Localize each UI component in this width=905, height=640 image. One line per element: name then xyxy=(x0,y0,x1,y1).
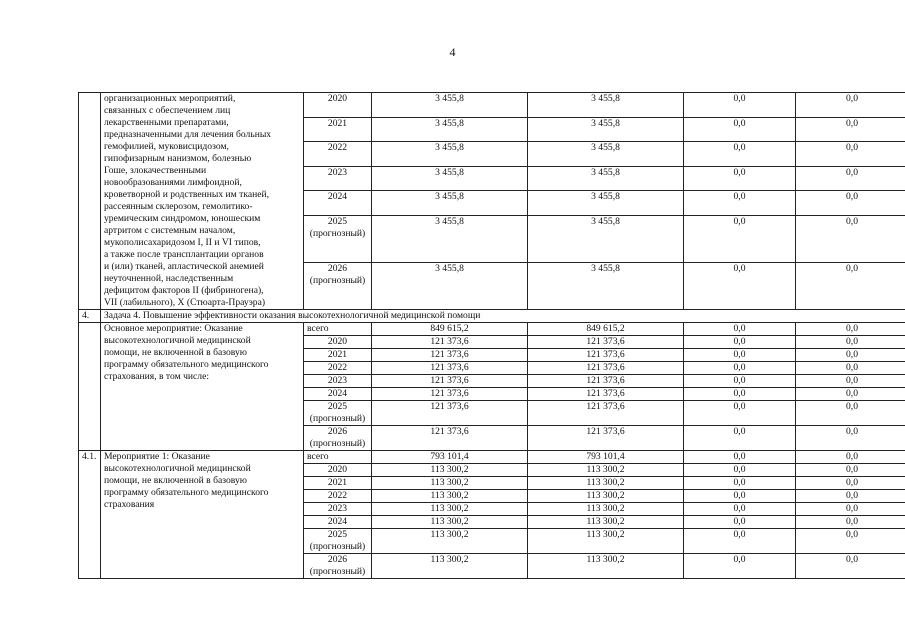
year-cell: 2022 xyxy=(304,362,372,375)
value-cell-3: 0,0 xyxy=(684,375,796,388)
value-cell-3: 0,0 xyxy=(684,529,796,554)
value-cell-3: 0,0 xyxy=(684,464,796,477)
value-cell-3: 0,0 xyxy=(684,490,796,503)
value-cell-3: 0,0 xyxy=(684,262,796,309)
value-cell-1: 113 300,2 xyxy=(372,529,528,554)
value-cell-2: 3 455,8 xyxy=(528,262,684,309)
budget-table-body xyxy=(79,93,905,579)
value-cell-1: 113 300,2 xyxy=(372,503,528,516)
value-cell-1: 3 455,8 xyxy=(372,262,528,309)
value-cell-2: 121 373,6 xyxy=(528,401,684,426)
value-cell-4: 0,0 xyxy=(796,191,905,216)
value-cell-1: 121 373,6 xyxy=(372,362,528,375)
value-cell-4: 0,0 xyxy=(796,426,905,451)
value-cell-1: 121 373,6 xyxy=(372,349,528,362)
value-cell-2: 113 300,2 xyxy=(528,529,684,554)
table-row xyxy=(79,93,905,118)
description-cell: Основное мероприятие: Оказание высокотехнологичной медицинской помощи, не включенной в базовую программу обязательного медицинского страхования, в том числе: xyxy=(101,323,304,451)
value-cell-1: 793 101,4 xyxy=(372,451,528,464)
value-cell-3: 0,0 xyxy=(684,388,796,401)
year-cell: 2020 xyxy=(304,93,372,118)
value-cell-2: 113 300,2 xyxy=(528,554,684,579)
value-cell-1: 3 455,8 xyxy=(372,142,528,167)
year-cell: 2024 xyxy=(304,516,372,529)
value-cell-3: 0,0 xyxy=(684,554,796,579)
description-cell: организационных мероприятий, связанных с обеспечением лиц лекарственными препаратами, предназначенными для лечения больных гемофилией, муковисцидозом, гипофизарным нанизмом, болезнью Гоше, злокачественными новообразованиями лимфоидной, кроветворной и родственных им тканей, рассеянным склерозом, гемолитико- уремическим синдромом, юношеским артритом с системным началом, мукополисахаридозом I, II и VI типов, а также после трансплантации органов и (или) тканей, апластической анемией неуточненной, наследственным дефицитом факторов II (фибриногена), VII (лабильного), X (Стюарта-Прауэра) xyxy=(101,93,304,310)
task-row xyxy=(79,310,905,323)
value-cell-1: 3 455,8 xyxy=(372,93,528,118)
description-cell: Мероприятие 1: Оказание высокотехнологичной медицинской помощи, не включенной в базовую программу обязательного медицинского страхования xyxy=(101,451,304,579)
value-cell-4: 0,0 xyxy=(796,323,905,336)
value-cell-4: 0,0 xyxy=(796,554,905,579)
value-cell-4: 0,0 xyxy=(796,362,905,375)
value-cell-2: 3 455,8 xyxy=(528,215,684,262)
value-cell-1: 121 373,6 xyxy=(372,336,528,349)
year-cell: 2026 (прогнозный) xyxy=(304,426,372,451)
value-cell-3: 0,0 xyxy=(684,503,796,516)
value-cell-1: 113 300,2 xyxy=(372,477,528,490)
budget-table xyxy=(78,92,905,579)
value-cell-3: 0,0 xyxy=(684,166,796,191)
value-cell-3: 0,0 xyxy=(684,336,796,349)
year-cell: всего xyxy=(304,323,372,336)
value-cell-2: 113 300,2 xyxy=(528,477,684,490)
value-cell-4: 0,0 xyxy=(796,490,905,503)
value-cell-2: 113 300,2 xyxy=(528,490,684,503)
value-cell-2: 121 373,6 xyxy=(528,362,684,375)
year-cell: 2022 xyxy=(304,142,372,167)
year-cell: 2026 (прогнозный) xyxy=(304,554,372,579)
value-cell-3: 0,0 xyxy=(684,349,796,362)
value-cell-2: 121 373,6 xyxy=(528,349,684,362)
year-cell: всего xyxy=(304,451,372,464)
year-cell: 2023 xyxy=(304,503,372,516)
value-cell-1: 121 373,6 xyxy=(372,388,528,401)
year-cell: 2024 xyxy=(304,388,372,401)
value-cell-3: 0,0 xyxy=(684,142,796,167)
value-cell-4: 0,0 xyxy=(796,375,905,388)
year-cell: 2023 xyxy=(304,166,372,191)
row-number-cell xyxy=(79,323,101,451)
row-number-cell: 4.1. xyxy=(79,451,101,579)
year-cell: 2025 (прогнозный) xyxy=(304,215,372,262)
year-cell: 2021 xyxy=(304,117,372,142)
value-cell-4: 0,0 xyxy=(796,388,905,401)
value-cell-1: 3 455,8 xyxy=(372,191,528,216)
year-cell: 2020 xyxy=(304,464,372,477)
value-cell-3: 0,0 xyxy=(684,93,796,118)
year-cell: 2025 (прогнозный) xyxy=(304,401,372,426)
value-cell-4: 0,0 xyxy=(796,336,905,349)
year-cell: 2025 (прогнозный) xyxy=(304,529,372,554)
value-cell-2: 121 373,6 xyxy=(528,375,684,388)
value-cell-4: 0,0 xyxy=(796,529,905,554)
value-cell-1: 113 300,2 xyxy=(372,464,528,477)
value-cell-1: 3 455,8 xyxy=(372,215,528,262)
value-cell-2: 3 455,8 xyxy=(528,142,684,167)
value-cell-4: 0,0 xyxy=(796,477,905,490)
value-cell-2: 849 615,2 xyxy=(528,323,684,336)
value-cell-3: 0,0 xyxy=(684,426,796,451)
task-number-cell: 4. xyxy=(79,310,101,323)
value-cell-4: 0,0 xyxy=(796,516,905,529)
year-cell: 2023 xyxy=(304,375,372,388)
value-cell-2: 3 455,8 xyxy=(528,191,684,216)
value-cell-2: 793 101,4 xyxy=(528,451,684,464)
value-cell-3: 0,0 xyxy=(684,516,796,529)
value-cell-1: 113 300,2 xyxy=(372,516,528,529)
value-cell-1: 121 373,6 xyxy=(372,401,528,426)
year-cell: 2021 xyxy=(304,477,372,490)
value-cell-2: 3 455,8 xyxy=(528,117,684,142)
value-cell-4: 0,0 xyxy=(796,142,905,167)
value-cell-2: 121 373,6 xyxy=(528,336,684,349)
value-cell-2: 3 455,8 xyxy=(528,93,684,118)
value-cell-2: 113 300,2 xyxy=(528,516,684,529)
value-cell-2: 113 300,2 xyxy=(528,464,684,477)
year-cell: 2026 (прогнозный) xyxy=(304,262,372,309)
value-cell-3: 0,0 xyxy=(684,362,796,375)
year-cell: 2024 xyxy=(304,191,372,216)
value-cell-4: 0,0 xyxy=(796,451,905,464)
value-cell-2: 3 455,8 xyxy=(528,166,684,191)
value-cell-2: 121 373,6 xyxy=(528,388,684,401)
value-cell-4: 0,0 xyxy=(796,401,905,426)
value-cell-1: 113 300,2 xyxy=(372,490,528,503)
value-cell-4: 0,0 xyxy=(796,503,905,516)
value-cell-2: 113 300,2 xyxy=(528,503,684,516)
value-cell-4: 0,0 xyxy=(796,93,905,118)
table-row xyxy=(79,323,905,336)
value-cell-3: 0,0 xyxy=(684,215,796,262)
year-cell: 2020 xyxy=(304,336,372,349)
value-cell-4: 0,0 xyxy=(796,464,905,477)
year-cell: 2021 xyxy=(304,349,372,362)
value-cell-3: 0,0 xyxy=(684,191,796,216)
value-cell-1: 3 455,8 xyxy=(372,166,528,191)
value-cell-4: 0,0 xyxy=(796,166,905,191)
value-cell-3: 0,0 xyxy=(684,323,796,336)
task-title-cell: Задача 4. Повышение эффективности оказания высокотехнологичной медицинской помощи xyxy=(101,310,905,323)
page-number: 4 xyxy=(449,45,456,59)
value-cell-4: 0,0 xyxy=(796,349,905,362)
table-row xyxy=(79,451,905,464)
value-cell-1: 121 373,6 xyxy=(372,375,528,388)
value-cell-3: 0,0 xyxy=(684,401,796,426)
value-cell-1: 3 455,8 xyxy=(372,117,528,142)
value-cell-1: 121 373,6 xyxy=(372,426,528,451)
value-cell-3: 0,0 xyxy=(684,117,796,142)
value-cell-3: 0,0 xyxy=(684,451,796,464)
year-cell: 2022 xyxy=(304,490,372,503)
row-number-cell xyxy=(79,93,101,310)
value-cell-3: 0,0 xyxy=(684,477,796,490)
value-cell-2: 121 373,6 xyxy=(528,426,684,451)
value-cell-4: 0,0 xyxy=(796,215,905,262)
value-cell-1: 113 300,2 xyxy=(372,554,528,579)
value-cell-4: 0,0 xyxy=(796,117,905,142)
value-cell-4: 0,0 xyxy=(796,262,905,309)
value-cell-1: 849 615,2 xyxy=(372,323,528,336)
